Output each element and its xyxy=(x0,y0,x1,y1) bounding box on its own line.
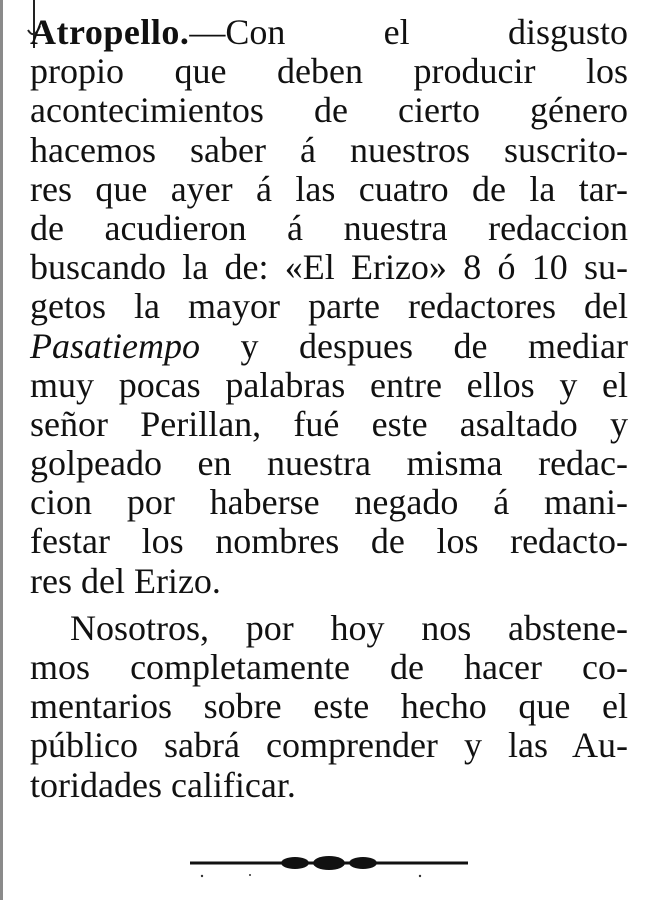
article-headline: Atropello. xyxy=(30,12,190,52)
article-line: Nosotros, por hoy nos abstene- xyxy=(70,607,628,648)
news-article xyxy=(30,13,628,805)
article-line: festar los nombres de los redacto- xyxy=(30,521,628,562)
article-line: muy pocas palabras entre ellos y el xyxy=(30,364,628,405)
article-line xyxy=(30,327,628,366)
article-line: toridades calificar. xyxy=(30,764,296,805)
article-line: golpeado en nuestra misma redac- xyxy=(30,443,628,484)
article-line: buscando la de: «El Erizo» 8 ó 10 su- xyxy=(30,247,628,288)
article-line xyxy=(30,13,628,52)
article-line: cion por haberse negado á mani- xyxy=(30,482,628,523)
article-line: hacemos saber á nuestros suscrito- xyxy=(30,129,628,170)
article-line: res que ayer á las cuatro de la tar- xyxy=(30,168,628,209)
article-line: de acudieron á nuestra redaccion xyxy=(30,207,628,248)
article-line: señor Perillan, fué este asaltado y xyxy=(30,403,628,444)
article-line: acontecimientos de cierto género xyxy=(30,90,628,131)
article-line: getos la mayor parte redactores del xyxy=(30,286,628,327)
article-line: mos completamente de hacer co- xyxy=(30,647,628,687)
article-text: —Con el disgusto xyxy=(189,12,628,52)
article-line: res del Erizo. xyxy=(30,560,221,601)
article-line: público sabrá comprender y las Au- xyxy=(30,725,628,766)
newspaper-title: Pasatiempo xyxy=(30,325,200,366)
article-line: mentarios sobre este hecho que el xyxy=(30,686,628,727)
section-divider-ornament xyxy=(190,846,468,880)
article-text: y despues de mediar xyxy=(199,325,628,366)
column-rule xyxy=(0,0,3,900)
article-line: propio que deben producir los xyxy=(30,51,628,92)
